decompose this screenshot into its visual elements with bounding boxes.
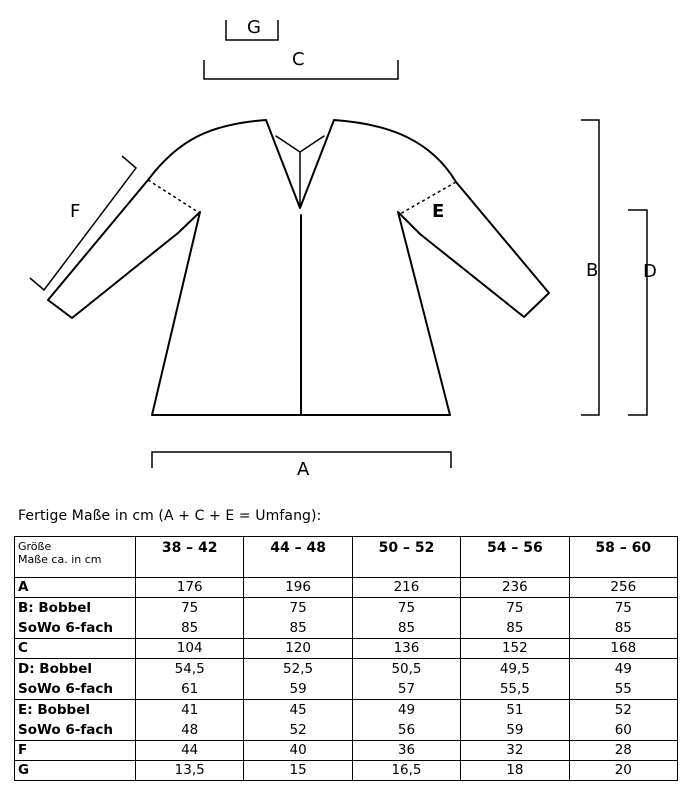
row-label-b-sowo: SoWo 6-fach	[18, 620, 113, 636]
cell-e-1	[136, 700, 244, 741]
row-label-d	[15, 659, 136, 700]
cell-b-5	[569, 598, 677, 639]
cell-d-4-sowo: 55,5	[499, 681, 530, 697]
cell-e-5	[569, 700, 677, 741]
cell-c-1: 104	[136, 639, 244, 659]
cell-e-4-bobbel: 51	[506, 702, 524, 718]
cell-e-3	[352, 700, 460, 741]
cell-e-4-sowo: 59	[506, 722, 524, 738]
row-label-g: G	[15, 761, 136, 781]
cell-a-2: 196	[244, 578, 352, 598]
table-header-row	[15, 537, 678, 578]
cell-d-1	[136, 659, 244, 700]
cell-d-2-sowo: 59	[289, 681, 307, 697]
table-caption: Fertige Maße in cm (A + C + E = Umfang):	[18, 508, 322, 524]
label-b: B	[586, 260, 599, 281]
label-d: D	[643, 261, 657, 282]
corner-measure-text: Maße ca. in cm	[18, 553, 102, 566]
bracket-d	[628, 210, 647, 415]
cell-e-1-sowo: 48	[181, 722, 199, 738]
cell-e-2-sowo: 52	[289, 722, 307, 738]
row-label-e	[15, 700, 136, 741]
row-label-b	[15, 598, 136, 639]
cell-c-2: 120	[244, 639, 352, 659]
table-row-a	[15, 578, 678, 598]
cell-e-1-bobbel: 41	[181, 702, 199, 718]
table-row-e	[15, 700, 678, 741]
collar-fold	[276, 136, 324, 205]
cell-e-5-bobbel: 52	[614, 702, 632, 718]
cell-g-2: 15	[244, 761, 352, 781]
cell-b-4-sowo: 85	[506, 620, 524, 636]
cell-a-5: 256	[569, 578, 677, 598]
row-label-c: C	[15, 639, 136, 659]
cell-c-5: 168	[569, 639, 677, 659]
cell-b-1	[136, 598, 244, 639]
cell-b-2	[244, 598, 352, 639]
cell-c-3: 136	[352, 639, 460, 659]
cell-f-4: 32	[461, 741, 569, 761]
cell-e-5-sowo: 60	[614, 722, 632, 738]
cell-g-1: 13,5	[136, 761, 244, 781]
size-corner-label	[15, 537, 136, 578]
corner-size-text: Größe	[18, 540, 52, 553]
cell-f-1: 44	[136, 741, 244, 761]
label-g: G	[247, 17, 261, 38]
cell-d-3-sowo: 57	[397, 681, 416, 697]
cell-d-1-bobbel: 54,5	[174, 661, 205, 677]
cell-d-2-bobbel: 52,5	[283, 661, 314, 677]
cell-f-5: 28	[569, 741, 677, 761]
cell-a-3: 216	[352, 578, 460, 598]
table-row-c	[15, 639, 678, 659]
cell-g-5: 20	[569, 761, 677, 781]
cell-d-4-bobbel: 49,5	[499, 661, 530, 677]
cell-d-1-sowo: 61	[181, 681, 199, 697]
cell-b-3	[352, 598, 460, 639]
cell-b-5-sowo: 85	[614, 620, 632, 636]
size-col-3: 50 – 52	[352, 537, 460, 578]
cell-g-4: 18	[461, 761, 569, 781]
row-label-b-bobbel: B: Bobbel	[18, 600, 92, 616]
cell-a-4: 236	[461, 578, 569, 598]
cell-f-3: 36	[352, 741, 460, 761]
cell-e-4	[461, 700, 569, 741]
row-label-e-sowo: SoWo 6-fach	[18, 722, 113, 738]
label-a: A	[297, 459, 310, 480]
cell-b-4	[461, 598, 569, 639]
size-col-1: 38 – 42	[136, 537, 244, 578]
cell-d-5	[569, 659, 677, 700]
row-label-d-sowo: SoWo 6-fach	[18, 681, 113, 697]
size-col-2: 44 – 48	[244, 537, 352, 578]
measurement-table	[14, 536, 678, 781]
cell-d-3-bobbel: 50,5	[391, 661, 422, 677]
cell-e-3-bobbel: 49	[397, 702, 416, 718]
cell-d-5-sowo: 55	[614, 681, 632, 697]
cell-b-3-bobbel: 75	[397, 600, 416, 616]
cell-b-3-sowo: 85	[397, 620, 416, 636]
cell-e-2	[244, 700, 352, 741]
cell-f-2: 40	[244, 741, 352, 761]
cell-b-5-bobbel: 75	[614, 600, 632, 616]
label-e: E	[432, 201, 445, 222]
label-f: F	[70, 201, 81, 222]
cell-a-1: 176	[136, 578, 244, 598]
cell-g-3: 16,5	[352, 761, 460, 781]
cell-d-3	[352, 659, 460, 700]
cell-d-5-bobbel: 49	[614, 661, 632, 677]
table-row-g	[15, 761, 678, 781]
table-row-f	[15, 741, 678, 761]
cell-b-4-bobbel: 75	[506, 600, 524, 616]
row-label-d-bobbel: D: Bobbel	[18, 661, 92, 677]
table-row-b	[15, 598, 678, 639]
table-row-d	[15, 659, 678, 700]
cell-d-2	[244, 659, 352, 700]
cell-b-2-bobbel: 75	[289, 600, 307, 616]
cell-e-3-sowo: 56	[397, 722, 416, 738]
cell-e-2-bobbel: 45	[289, 702, 307, 718]
size-col-4: 54 – 56	[461, 537, 569, 578]
row-label-f: F	[15, 741, 136, 761]
cell-d-4	[461, 659, 569, 700]
label-c: C	[292, 49, 305, 70]
row-label-a: A	[15, 578, 136, 598]
row-label-e-bobbel: E: Bobbel	[18, 702, 90, 718]
size-col-5: 58 – 60	[569, 537, 677, 578]
cell-b-2-sowo: 85	[289, 620, 307, 636]
right-sleeve-width-dash	[400, 182, 456, 214]
cell-c-4: 152	[461, 639, 569, 659]
jacket-outline	[48, 120, 549, 415]
left-sleeve-width-dash	[148, 180, 198, 212]
bracket-f	[30, 156, 136, 290]
cell-b-1-sowo: 85	[181, 620, 199, 636]
cell-b-1-bobbel: 75	[181, 600, 199, 616]
